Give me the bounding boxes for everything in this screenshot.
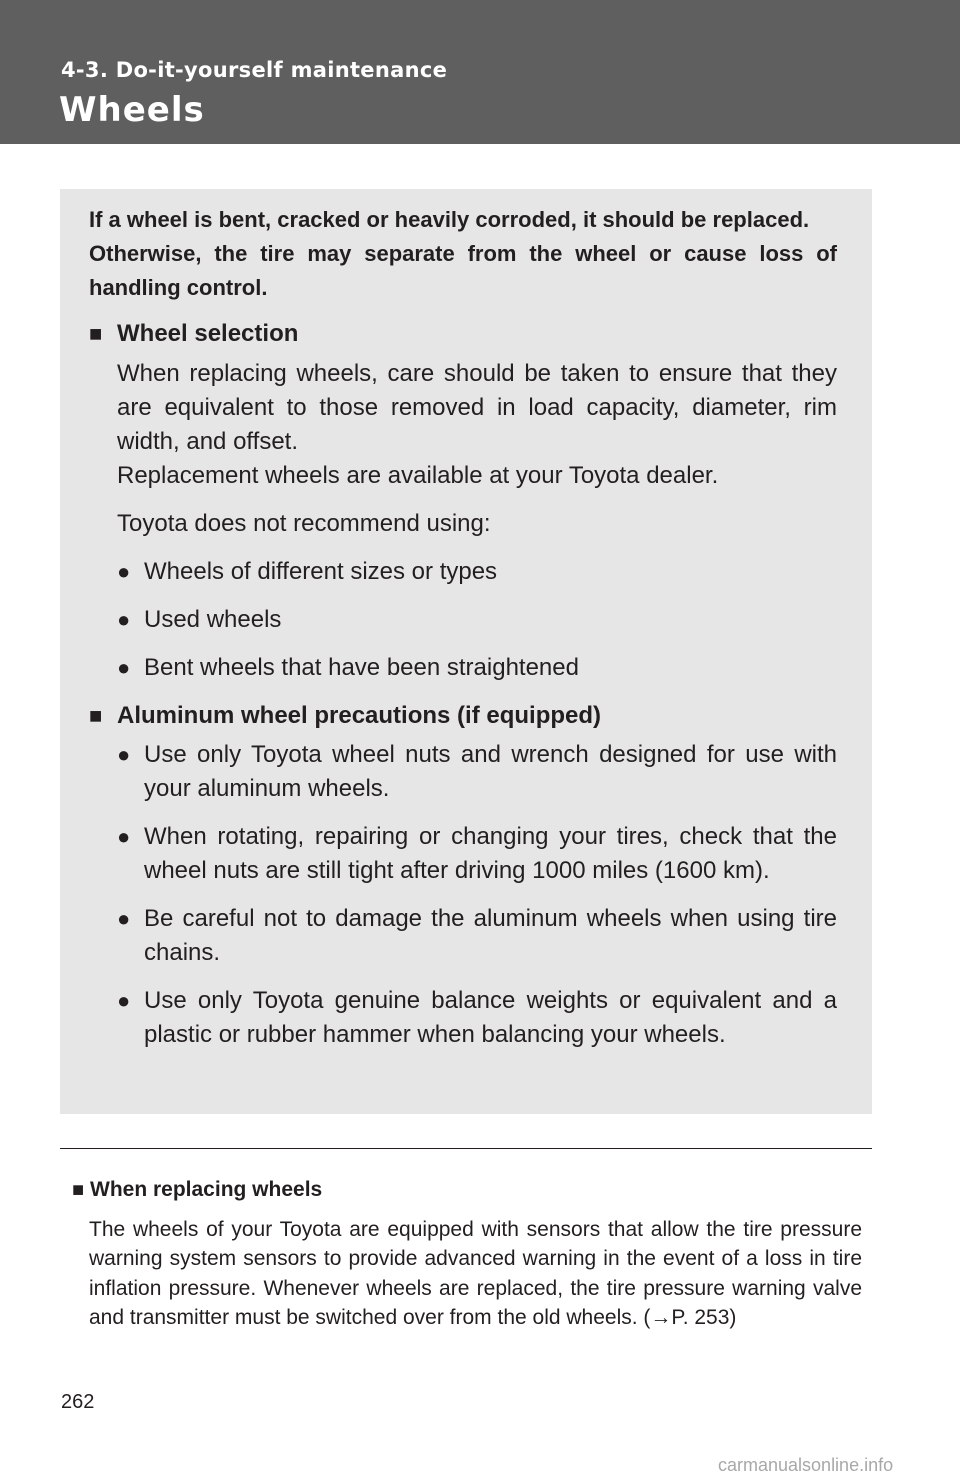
list-item-text: Bent wheels that have been straightened	[144, 654, 579, 681]
page-title: Wheels	[59, 90, 205, 130]
note-body: The wheels of your Toyota are equipped with sensors that allow the tire pressure warning system sensors to provide advanced warning in the event of a loss in tire inflation pressure. Whenever wheels are replaced, the tire pressure warning valve and transmitter must be switched over from the old wheels. (→P. 253)	[89, 1218, 862, 1330]
section-divider	[60, 1148, 872, 1149]
list-item-text: Use only Toyota genuine balance weights or equivalent and a plastic or rubber hammer when balancing your wheels.	[144, 987, 837, 1048]
square-bullet-icon: ■	[89, 703, 103, 728]
page-header	[0, 0, 960, 144]
watermark: carmanualsonline.info	[718, 1455, 894, 1475]
list-item	[117, 603, 837, 637]
list-item-text: When rotating, repairing or changing your tires, check that the wheel nuts are still tight after driving 1000 miles (1600 km).	[144, 823, 837, 884]
square-bullet-icon: ■	[89, 321, 103, 346]
list-item-text: Used wheels	[144, 606, 282, 633]
list-item	[117, 651, 837, 685]
wheel-selection-heading	[89, 317, 837, 351]
bullet-icon: ●	[117, 906, 131, 931]
caution-box-content	[89, 203, 837, 1052]
bullet-icon: ●	[117, 655, 131, 680]
wheel-selection-para-1b: Replacement wheels are available at your Toyota dealer.	[117, 462, 719, 489]
list-item	[117, 820, 837, 888]
note-heading	[72, 1175, 862, 1205]
wheel-selection-para-2: Toyota does not recommend using:	[117, 510, 491, 537]
caution-intro-1: If a wheel is bent, cracked or heavily corroded, it should be replaced.	[89, 207, 810, 232]
caution-box	[60, 189, 872, 1114]
caution-intro-2: Otherwise, the tire may separate from the wheel or cause loss of handling control.	[89, 241, 837, 300]
note-heading-text: When replacing wheels	[90, 1178, 323, 1201]
list-item-text: Wheels of different sizes or types	[144, 558, 498, 585]
section-label: 4-3. Do-it-yourself maintenance	[61, 58, 448, 82]
bullet-icon: ●	[117, 988, 131, 1013]
bullet-icon: ●	[117, 607, 131, 632]
list-item-text: Use only Toyota wheel nuts and wrench designed for use with your aluminum wheels.	[144, 741, 837, 802]
page-number: 262	[61, 1391, 95, 1413]
wheel-selection-para-1: When replacing wheels, care should be taken to ensure that they are equivalent to those removed in load capacity, diameter, rim width, and offset.	[117, 360, 837, 455]
list-item	[117, 555, 837, 589]
aluminum-heading-text: Aluminum wheel precautions (if equipped)	[117, 702, 602, 729]
list-item	[117, 902, 837, 970]
wheel-selection-heading-text: Wheel selection	[117, 320, 299, 347]
list-item	[117, 738, 837, 806]
bullet-icon: ●	[117, 824, 131, 849]
list-item	[117, 984, 837, 1052]
note-section	[72, 1175, 862, 1333]
square-bullet-icon: ■	[72, 1179, 85, 1201]
bullet-icon: ●	[117, 742, 131, 767]
aluminum-heading	[89, 699, 837, 733]
list-item-text: Be careful not to damage the aluminum wheels when using tire chains.	[144, 905, 837, 966]
bullet-icon: ●	[117, 559, 131, 584]
